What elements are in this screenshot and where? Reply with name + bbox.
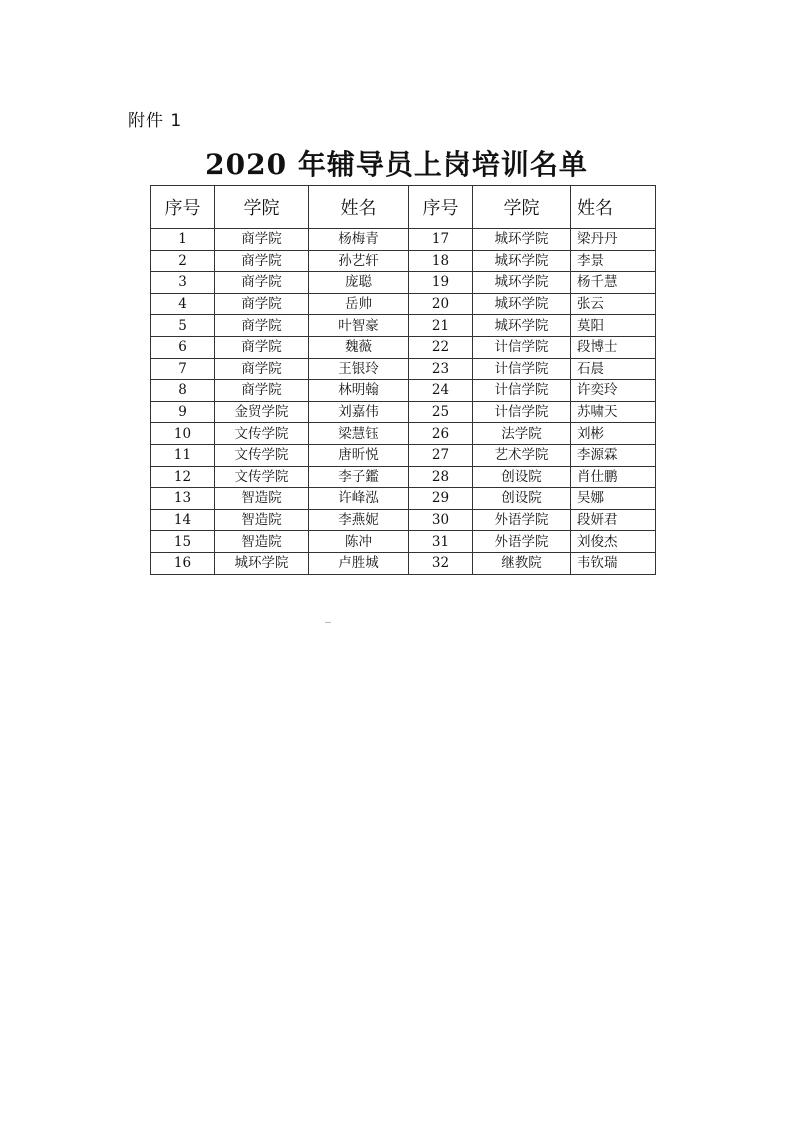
cell-index-right: 20 — [409, 293, 473, 315]
table-row — [151, 401, 656, 423]
training-roster-table — [150, 185, 656, 575]
cell-college-right: 计信学院 — [473, 358, 571, 380]
cell-name-right: 韦钦瑞 — [571, 552, 656, 574]
cell-index-right: 25 — [409, 401, 473, 423]
cell-name-left: 陈冲 — [309, 531, 409, 553]
table-row — [151, 315, 656, 337]
table-row — [151, 509, 656, 531]
table-row — [151, 380, 656, 402]
cell-name-right: 张云 — [571, 293, 656, 315]
cell-index-left: 3 — [151, 272, 215, 294]
attachment-label: 附件 1 — [128, 111, 183, 131]
cell-index-right: 31 — [409, 531, 473, 553]
cell-name-left: 刘嘉伟 — [309, 401, 409, 423]
cell-name-left: 李燕妮 — [309, 509, 409, 531]
cell-college-right: 计信学院 — [473, 401, 571, 423]
cell-name-right: 段博士 — [571, 336, 656, 358]
cell-name-right: 杨千慧 — [571, 272, 656, 294]
header-name-left: 姓名 — [309, 186, 409, 229]
header-college-right: 学院 — [473, 186, 571, 229]
cell-name-left: 魏薇 — [309, 336, 409, 358]
cell-college-left: 文传学院 — [215, 466, 309, 488]
table-row — [151, 229, 656, 251]
cell-college-left: 商学院 — [215, 315, 309, 337]
cell-college-right: 艺术学院 — [473, 444, 571, 466]
cell-index-left: 13 — [151, 488, 215, 510]
cell-college-left: 智造院 — [215, 488, 309, 510]
cell-index-right: 30 — [409, 509, 473, 531]
cell-index-left: 11 — [151, 444, 215, 466]
table-body — [151, 229, 656, 575]
cell-name-right: 李源霖 — [571, 444, 656, 466]
table-row — [151, 466, 656, 488]
header-name-right: 姓名 — [571, 186, 656, 229]
cell-name-left: 岳帅 — [309, 293, 409, 315]
cell-name-right: 许奕玲 — [571, 380, 656, 402]
cell-college-right: 计信学院 — [473, 336, 571, 358]
cell-college-left: 商学院 — [215, 272, 309, 294]
cell-name-left: 唐昕悦 — [309, 444, 409, 466]
cell-index-left: 9 — [151, 401, 215, 423]
cell-name-right: 梁丹丹 — [571, 229, 656, 251]
cell-name-right: 苏啸天 — [571, 401, 656, 423]
cell-college-right: 继教院 — [473, 552, 571, 574]
cell-name-left: 王银玲 — [309, 358, 409, 380]
cell-college-left: 商学院 — [215, 336, 309, 358]
cell-college-right: 计信学院 — [473, 380, 571, 402]
table-row — [151, 293, 656, 315]
table-header-row — [151, 186, 656, 229]
table-row — [151, 444, 656, 466]
header-index-right: 序号 — [409, 186, 473, 229]
cell-index-left: 6 — [151, 336, 215, 358]
cell-name-left: 许峰泓 — [309, 488, 409, 510]
cell-college-right: 城环学院 — [473, 229, 571, 251]
cell-college-left: 文传学院 — [215, 444, 309, 466]
cell-college-left: 智造院 — [215, 509, 309, 531]
cell-college-right: 创设院 — [473, 466, 571, 488]
cell-college-right: 城环学院 — [473, 293, 571, 315]
cell-name-left: 梁慧钰 — [309, 423, 409, 445]
cell-name-left: 叶智豪 — [309, 315, 409, 337]
cell-college-left: 商学院 — [215, 229, 309, 251]
cell-college-right: 城环学院 — [473, 272, 571, 294]
cell-index-left: 15 — [151, 531, 215, 553]
cell-index-left: 7 — [151, 358, 215, 380]
cell-name-right: 莫阳 — [571, 315, 656, 337]
cell-index-right: 26 — [409, 423, 473, 445]
cell-college-left: 智造院 — [215, 531, 309, 553]
cell-name-right: 刘彬 — [571, 423, 656, 445]
cell-index-right: 27 — [409, 444, 473, 466]
cell-name-right: 李景 — [571, 250, 656, 272]
table-row — [151, 272, 656, 294]
cell-index-right: 24 — [409, 380, 473, 402]
cell-name-left: 李子鑑 — [309, 466, 409, 488]
cell-index-left: 2 — [151, 250, 215, 272]
cell-name-left: 杨梅青 — [309, 229, 409, 251]
cell-college-left: 城环学院 — [215, 552, 309, 574]
cell-index-right: 29 — [409, 488, 473, 510]
cell-college-right: 城环学院 — [473, 250, 571, 272]
cell-name-right: 刘俊杰 — [571, 531, 656, 553]
cell-college-right: 法学院 — [473, 423, 571, 445]
cell-name-left: 卢胜城 — [309, 552, 409, 574]
cell-index-right: 23 — [409, 358, 473, 380]
cell-name-right: 肖仕鹏 — [571, 466, 656, 488]
cell-index-right: 28 — [409, 466, 473, 488]
table-row — [151, 552, 656, 574]
cell-college-right: 外语学院 — [473, 509, 571, 531]
table-row — [151, 531, 656, 553]
cell-index-right: 22 — [409, 336, 473, 358]
cell-college-left: 商学院 — [215, 293, 309, 315]
cell-index-right: 18 — [409, 250, 473, 272]
cell-index-right: 19 — [409, 272, 473, 294]
header-college-left: 学院 — [215, 186, 309, 229]
header-index-left: 序号 — [151, 186, 215, 229]
cell-college-right: 城环学院 — [473, 315, 571, 337]
cell-index-left: 16 — [151, 552, 215, 574]
cell-college-right: 创设院 — [473, 488, 571, 510]
cell-index-right: 21 — [409, 315, 473, 337]
cell-college-left: 商学院 — [215, 380, 309, 402]
cell-name-right: 段妍君 — [571, 509, 656, 531]
cell-index-left: 8 — [151, 380, 215, 402]
cell-name-left: 林明翰 — [309, 380, 409, 402]
cell-index-left: 5 — [151, 315, 215, 337]
cell-index-left: 10 — [151, 423, 215, 445]
cell-college-left: 文传学院 — [215, 423, 309, 445]
cell-index-right: 17 — [409, 229, 473, 251]
table-row — [151, 336, 656, 358]
cell-index-left: 1 — [151, 229, 215, 251]
table-row — [151, 488, 656, 510]
page-title: 2020 年辅导员上岗培训名单 — [205, 148, 588, 181]
table-row — [151, 358, 656, 380]
cell-name-left: 孙艺轩 — [309, 250, 409, 272]
cell-name-left: 庞聪 — [309, 272, 409, 294]
table-row — [151, 423, 656, 445]
cell-college-left: 商学院 — [215, 358, 309, 380]
cell-college-left: 商学院 — [215, 250, 309, 272]
scan-artifact — [325, 622, 331, 623]
cell-index-left: 4 — [151, 293, 215, 315]
cell-name-right: 吴娜 — [571, 488, 656, 510]
table-row — [151, 250, 656, 272]
cell-index-left: 14 — [151, 509, 215, 531]
cell-college-right: 外语学院 — [473, 531, 571, 553]
cell-college-left: 金贸学院 — [215, 401, 309, 423]
cell-index-right: 32 — [409, 552, 473, 574]
cell-index-left: 12 — [151, 466, 215, 488]
cell-name-right: 石晨 — [571, 358, 656, 380]
